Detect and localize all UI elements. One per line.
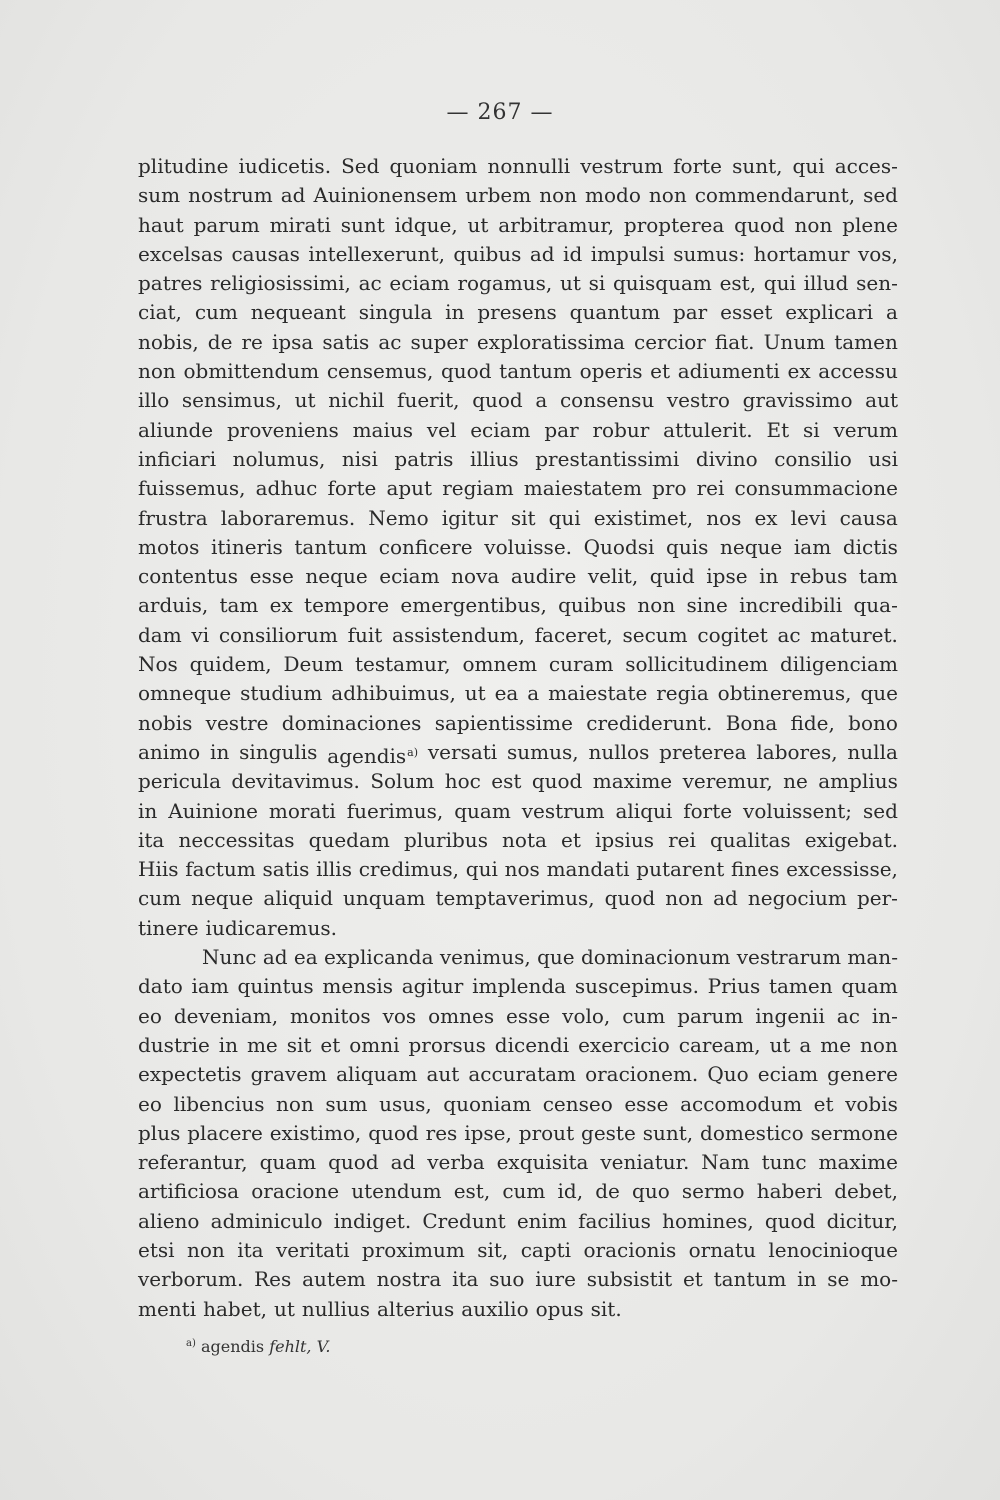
text-line: in Auinione morati fuerimus, quam vestrum aliqui forte voluissent; sed (138, 798, 898, 823)
text-line: frustra laboraremus. Nemo igitur sit qui existimet, nos ex levi causa (138, 505, 898, 530)
paragraph (138, 943, 898, 1324)
text-line: sum nostrum ad Auinionensem urbem non modo non commendarunt, sed (138, 183, 898, 208)
text-line: artificiosa oracione utendum est, cum id, de quo sermo haberi debet, (138, 1179, 898, 1204)
text-line: arduis, tam ex tempore emergentibus, quibus non sine incredibili qua- (138, 593, 898, 618)
text-line: inficiari nolumus, nisi patris illius prestantissimi divino consilio usi (138, 446, 898, 471)
text-line: non obmittendum censemus, quod tantum operis et adiumenti ex accessu (138, 359, 898, 384)
text-line: eo deveniam, monitos vos omnes esse volo, cum parum ingenii ac in- (138, 1003, 898, 1028)
text-line: omneque studium adhibuimus, ut ea a maiestate regia obtineremus, que (138, 681, 898, 706)
text-line: patres religiosissimi, ac eciam rogamus, ut si quisquam est, qui illud sen- (138, 271, 898, 296)
text-line: fuissemus, adhuc forte aput regiam maiestatem pro rei consummacione (138, 476, 898, 501)
text-line: excelsas causas intellexerunt, quibus ad id impulsi sumus: hortamur vos, (138, 241, 898, 266)
text-line: expectetis gravem aliquam aut accuratam oracionem. Quo eciam genere (138, 1062, 898, 1087)
text-line: nobis, de re ipsa satis ac super exploratissima cercior fiat. Unum tamen (138, 329, 898, 354)
page-number: — 267 — (446, 100, 554, 125)
text-line: ciat, cum nequeant singula in presens quantum par esset explicari a (138, 300, 898, 325)
text-line: aliunde proveniens maius vel eciam par robur attulerit. Et si verum (138, 417, 898, 442)
footnote-reference: a) (407, 745, 419, 759)
text-line: dustrie in me sit et omni prorsus dicendi exercicio caream, ut a me non (138, 1032, 898, 1057)
body-text (138, 152, 898, 1324)
footnote-marker: a) (186, 1338, 196, 1349)
text-line: motos itineris tantum conficere voluisse. Quodsi quis neque iam dictis (138, 534, 898, 559)
paragraph (138, 152, 898, 943)
footnote-note: fehlt, V. (269, 1337, 331, 1356)
text-line: cum neque aliquid unquam temptaverimus, quod non ad negocium per- (138, 886, 898, 911)
text-line: animo in singulis agendis$^{a)}$ versati sumus, nullos preterea labores, nulla (138, 739, 898, 768)
footnote-lemma: agendis (200, 1337, 265, 1356)
text-line: contentus esse neque eciam nova audire velit, quid ipse in rebus tam (138, 564, 898, 589)
text-line: Hiis factum satis illis credimus, qui nos mandati putarent fines excessisse, (138, 857, 898, 882)
text-line: plus placere existimo, quod res ipse, prout geste sunt, domestico sermone (138, 1120, 898, 1145)
text-line: haut parum mirati sunt idque, ut arbitramur, propterea quod non plene (138, 212, 898, 237)
text-line: Nos quidem, Deum testamur, omnem curam sollicitudinem diligenciam (138, 652, 898, 677)
text-line: plitudine iudicetis. Sed quoniam nonnulli vestrum forte sunt, qui acces- (138, 154, 898, 178)
text-line: alieno adminiculo indiget. Credunt enim facilius homines, quod dicitur, (138, 1208, 898, 1233)
footnote (186, 1337, 330, 1356)
text-line: Nunc ad ea explicanda venimus, que dominacionum vestrarum man- (202, 945, 898, 970)
text-line: dato iam quintus mensis agitur implenda suscepimus. Prius tamen quam (138, 974, 898, 999)
text-line: eo libencius non sum usus, quoniam censeo esse accomodum et vobis (138, 1091, 898, 1116)
text-line: menti habet, ut nullius alterius auxilio opus sit. (138, 1296, 622, 1321)
text-line: etsi non ita veritati proximum sit, capti oracionis ornatu lenocinioque (138, 1237, 898, 1262)
text-line: illo sensimus, ut nichil fuerit, quod a consensu vestro gravissimo aut (138, 388, 898, 413)
text-line: ita neccessitas quedam pluribus nota et ipsius rei qualitas exigebat. (138, 827, 898, 852)
text-line: nobis vestre dominaciones sapientissime crediderunt. Bona fide, bono (138, 710, 898, 735)
text-line: referantur, quam quod ad verba exquisita veniatur. Nam tunc maxime (138, 1150, 898, 1175)
text-line: pericula devitavimus. Solum hoc est quod maxime veremur, ne amplius (138, 769, 898, 794)
text-line: dam vi consiliorum fuit assistendum, faceret, secum cogitet ac maturet. (138, 622, 898, 647)
text-line: verborum. Res autem nostra ita suo iure subsistit et tantum in se mo- (138, 1267, 898, 1292)
text-line: tinere iudicaremus. (138, 915, 338, 940)
